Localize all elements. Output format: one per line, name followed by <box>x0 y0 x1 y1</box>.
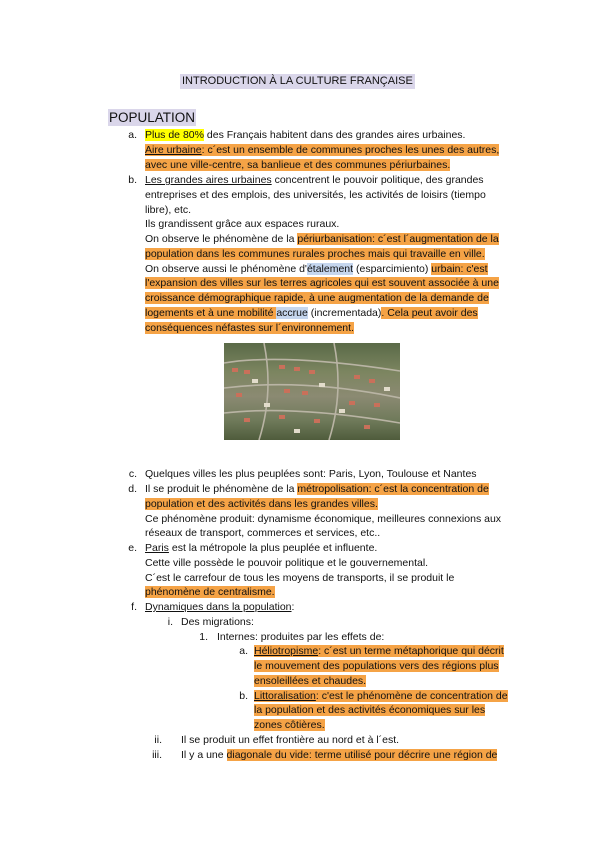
item-e-line1: Paris est la métropole la plus peuplée et influente. <box>145 542 378 554</box>
item-b-line3: libre), etc. <box>145 204 192 216</box>
list-marker-e: e. <box>128 542 137 554</box>
list-marker-fa: a. <box>239 645 248 657</box>
item-e-line3: C´est le carrefour de tous les moyens de transports, il se produit le <box>145 572 455 584</box>
list-marker-c: c. <box>128 468 137 480</box>
item-fb-line2: la population et des activités économiques sur les <box>254 704 486 716</box>
item-b-line9: croissance démographique rapide, à une augmentation de la demande de <box>145 292 489 304</box>
item-b-line7: On observe aussi le phénomène d'étalement (esparcimiento) urbain: c'est <box>145 263 488 275</box>
item-b-line5: On observe le phénomène de la périurbanisation: c´est l´augmentation de la <box>145 233 499 245</box>
item-b-line4: Ils grandissent grâce aux espaces ruraux. <box>145 218 340 230</box>
list-marker-a: a. <box>128 129 137 141</box>
list-marker-ii: ii. <box>154 734 162 746</box>
item-fb-line1: Littoralisation: c'est le phénomène de concentration de <box>254 690 508 702</box>
document-title: INTRODUCTION À LA CULTURE FRANÇAISE <box>182 75 413 87</box>
item-b-line8: l'expansion des villes sur les terres agricoles qui est souvent associée à une <box>145 277 499 289</box>
list-marker-fb: b. <box>239 690 248 702</box>
list-marker-iii: iii. <box>152 749 162 761</box>
item-f-line1: Dynamiques dans la population: <box>145 601 295 613</box>
item-1-line1: Internes: produites par les effets de: <box>217 631 385 643</box>
item-b-line11: conséquences néfastes sur l´environnement. <box>145 322 354 334</box>
item-fa-line2: le mouvement des populations vers des régions plus <box>254 660 499 672</box>
list-marker-b: b. <box>128 174 137 186</box>
item-d-line1: Il se produit le phénomène de la métropolisation: c´est la concentration de <box>145 483 489 495</box>
list-marker-1: 1. <box>199 631 208 643</box>
item-fb-line3: zones côtières. <box>254 719 325 731</box>
item-b-line10: logements et à une mobilité accrue (incrementada). Cela peut avoir des <box>145 307 478 319</box>
item-a-def1: Aire urbaine: c´est un ensemble de communes proches les unes des autres, <box>145 144 500 156</box>
section-heading: POPULATION <box>109 110 196 125</box>
list-marker-f: f. <box>131 601 137 613</box>
item-c-line1: Quelques villes les plus peuplées sont: Paris, Lyon, Toulouse et Nantes <box>145 468 477 480</box>
list-marker-d: d. <box>128 483 137 495</box>
item-iii-line1: Il y a une diagonale du vide: terme utilisé pour décrire une région de <box>181 749 498 761</box>
item-a-line1: Plus de 80% des Français habitent dans des grandes aires urbaines. <box>145 129 466 141</box>
aerial-suburb-image <box>224 343 400 440</box>
item-fa-line1: Héliotropisme: c´est un terme métaphorique qui décrit <box>254 645 504 657</box>
item-e-line2: Cette ville possède le pouvoir politique et le gouvernemental. <box>145 557 429 569</box>
item-b-line1: Les grandes aires urbaines concentrent le pouvoir politique, des grandes <box>145 174 484 186</box>
item-a-def2: avec une ville-centre, sa banlieue et des communes périurbaines. <box>145 159 451 171</box>
item-d-line3: Ce phénomène produit: dynamisme économique, meilleures connexions aux <box>145 513 502 525</box>
item-b-line2: entreprises et des emplois, des universités, les activités de loisirs (tiempo <box>145 189 486 201</box>
item-ii-line1: Il se produit un effet frontière au nord et à l´est. <box>181 734 400 746</box>
item-d-line4: réseaux de transport, commerces et services, etc.. <box>145 527 381 539</box>
item-fa-line3: ensoleillées et chaudes. <box>254 675 367 687</box>
item-d-line2: population et des activités dans les grandes villes. <box>145 498 378 510</box>
item-b-line6: population dans les communes rurales proches mais qui travaille en ville. <box>145 248 485 260</box>
item-e-line4: phénomène de centralisme. <box>145 586 275 598</box>
list-marker-i: i. <box>167 616 173 628</box>
item-i-line1: Des migrations: <box>181 616 254 628</box>
suburb-illustration <box>224 343 400 440</box>
